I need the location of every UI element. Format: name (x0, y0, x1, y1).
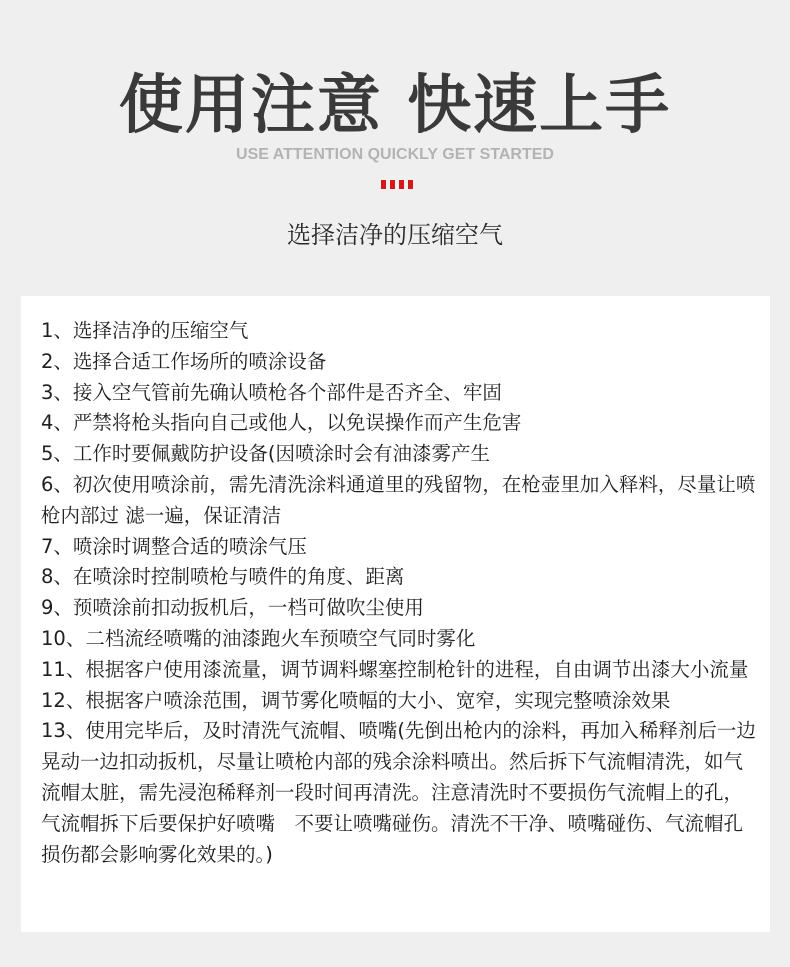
instructions-card (21, 296, 770, 932)
instruction-item: 4、严禁将枪头指向自己或他人，以免误操作而产生危害 (41, 411, 522, 435)
instructions-list (41, 316, 756, 870)
instruction-item: 6、初次使用喷涂前，需先清洗涂料通道里的残留物，在枪壶里加入释料，尽量让喷枪内部过 滤一遍，保证清洁 (41, 472, 756, 527)
instruction-item: 1、选择洁净的压缩空气 (41, 319, 249, 342)
instruction-item: 11、根据客户使用漆流量，调节调料螺塞控制枪针的进程，自由调节出漆大小流量 (41, 657, 749, 681)
accent-mark (408, 180, 413, 189)
instruction-item: 9、预喷涂前扣动扳机后，一档可做吹尘使用 (41, 596, 424, 620)
accent-marks (381, 180, 413, 189)
instruction-item: 10、二档流经喷嘴的油漆跑火车预喷空气同时雾化 (41, 626, 476, 650)
accent-mark (390, 180, 395, 189)
instruction-item: 13、使用完毕后，及时清洗气流帽、喷嘴(先倒出枪内的涂料，再加入稀释剂后一边晃动一边扣动扳机，尽量让喷枪内部的残余涂料喷出。然后拆下气流帽清洗，如气流帽太脏，需先浸泡稀释剂一段时间再清洗。注意清洗时不要损伤气流帽上的孔，气流帽拆下后要保护好喷嘴 不要让喷嘴碰伤。清洗不干净、喷嘴碰伤、气流帽孔损伤都会影响雾化效果的。) (41, 719, 756, 866)
page-title: 使用注意 快速上手 (118, 69, 672, 143)
instruction-item: 12、根据客户喷涂范围，调节雾化喷幅的大小、宽窄，实现完整喷涂效果 (41, 688, 671, 712)
section-heading: 选择洁净的压缩空气 (287, 221, 503, 249)
instruction-item: 8、在喷涂时控制喷枪与喷件的角度、距离 (41, 565, 405, 589)
accent-mark (399, 180, 404, 189)
instruction-item: 2、选择合适工作场所的喷涂设备 (41, 349, 327, 373)
instruction-item: 5、工作时要佩戴防护设备(因喷涂时会有油漆雾产生 (41, 442, 491, 466)
accent-mark (381, 180, 386, 189)
instruction-item: 7、喷涂时调整合适的喷涂气压 (41, 534, 307, 558)
instruction-item: 3、接入空气管前先确认喷枪各个部件是否齐全、牢固 (41, 380, 502, 404)
page-subtitle: USE ATTENTION QUICKLY GET STARTED (236, 146, 554, 163)
